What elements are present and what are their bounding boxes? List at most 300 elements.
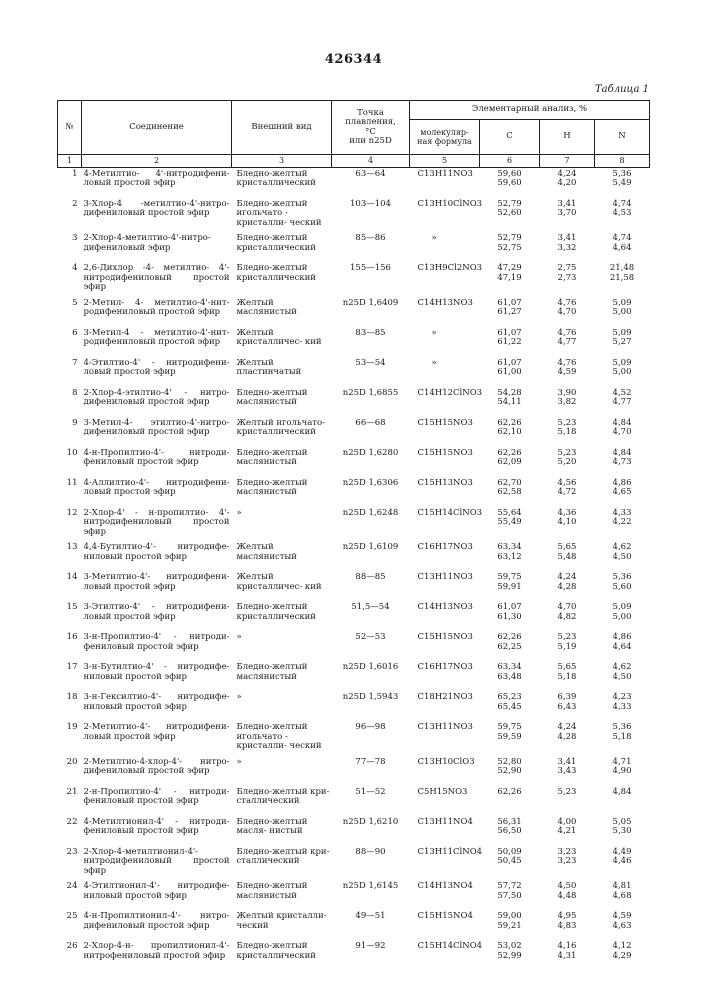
analysis-h-value-2: 4,59 xyxy=(542,368,593,378)
analysis-h-value-2: 3,23 xyxy=(542,857,593,867)
header-formula-line-2: ная формула xyxy=(412,137,477,147)
appearance: Бледно-желтый маслянистый xyxy=(232,477,332,507)
row-number: 2 xyxy=(58,198,82,233)
analysis-h-value-1: 3,90 xyxy=(542,389,593,399)
analysis-c-value-2: 55,49 xyxy=(482,518,538,528)
melting-point-or-index: 155—156 xyxy=(332,262,410,297)
analysis-n xyxy=(595,846,650,881)
analysis-c-value-1: 53,02 xyxy=(482,942,538,952)
appearance: Желтый кристалличес- кий xyxy=(232,571,332,601)
molecular-formula: C15H14ClNO3 xyxy=(410,507,480,542)
analysis-h-value-1: 4,16 xyxy=(542,942,593,952)
analysis-n-value-2: 5,18 xyxy=(597,733,648,743)
melting-point-or-index: n25D 1,6109 xyxy=(332,541,410,571)
analysis-c xyxy=(480,691,540,721)
analysis-h-value-1: 3,41 xyxy=(542,234,593,244)
analysis-h-value-1: 4,24 xyxy=(542,170,593,180)
analysis-c-value-2: 61,00 xyxy=(482,368,538,378)
header-formula-line-1: молекуляр- xyxy=(412,128,477,138)
table-caption: Таблица 1 xyxy=(595,84,649,95)
analysis-h xyxy=(540,661,595,691)
molecular-formula: C14H12ClNO3 xyxy=(410,387,480,417)
analysis-c-value-2: 65,45 xyxy=(482,703,538,713)
compound-name: 2-Хлор-4-метилтио-4'-нитро- дифениловый эфир xyxy=(82,232,232,262)
analysis-c-value-1: 63,34 xyxy=(482,663,538,673)
table-row xyxy=(58,846,650,881)
analysis-n-value-2: 4,68 xyxy=(597,892,648,902)
analysis-h xyxy=(540,477,595,507)
analysis-c-value-1: 52,79 xyxy=(482,200,538,210)
analysis-h xyxy=(540,756,595,786)
compound-name: 3-Метил-4- этилтио-4'-нитро- дифениловый простой эфир xyxy=(82,417,232,447)
analysis-n-value-1: 4,49 xyxy=(597,848,648,858)
table-row xyxy=(58,541,650,571)
analysis-h-value-2: 5,18 xyxy=(542,428,593,438)
table-row xyxy=(58,477,650,507)
compound-name: 2,6-Дихлор -4- метилтио- 4'- нитродифениловый простой эфир xyxy=(82,262,232,297)
molecular-formula: C13H11NO3 xyxy=(410,571,480,601)
melting-point-or-index: 96—98 xyxy=(332,721,410,756)
analysis-n-value-2: 5,00 xyxy=(597,308,648,318)
analysis-n xyxy=(595,691,650,721)
analysis-c xyxy=(480,631,540,661)
compound-name: 4-н-Пропилтио-4'- нитроди- фениловый простой эфир xyxy=(82,447,232,477)
analysis-h xyxy=(540,167,595,198)
analysis-n-value-2: 4,63 xyxy=(597,922,648,932)
analysis-c-value-1: 57,72 xyxy=(482,882,538,892)
analysis-h xyxy=(540,327,595,357)
compound-name: 2-Метил- 4- метилтио-4'-нит- родифениловый простой эфир xyxy=(82,297,232,327)
melting-point-or-index: 83—85 xyxy=(332,327,410,357)
analysis-n xyxy=(595,167,650,198)
analysis-n-value-1: 4,33 xyxy=(597,509,648,519)
analysis-n-value-2: 5,00 xyxy=(597,613,648,623)
analysis-n-value-1: 5,09 xyxy=(597,603,648,613)
analysis-h-value-2: 5,20 xyxy=(542,458,593,468)
analysis-n-value-2: 5,00 xyxy=(597,368,648,378)
analysis-h-value-2: 3,70 xyxy=(542,209,593,219)
analysis-c-value-1: 61,07 xyxy=(482,299,538,309)
patent-number: 426344 xyxy=(0,52,707,67)
analysis-n-value-1: 4,12 xyxy=(597,942,648,952)
molecular-formula: C13H11ClNO4 xyxy=(410,846,480,881)
analysis-h-value-2: 4,31 xyxy=(542,952,593,962)
compound-name: 3-н-Гексилтио-4'- нитродифе- ниловый простой эфир xyxy=(82,691,232,721)
analysis-h xyxy=(540,297,595,327)
analysis-h xyxy=(540,262,595,297)
compound-name: 4-н-Пропилтионил-4'- нитро- дифениловый простой эфир xyxy=(82,910,232,940)
analysis-n xyxy=(595,357,650,387)
header-mp-line-1: Точка плавления, xyxy=(334,109,407,128)
analysis-c xyxy=(480,661,540,691)
analysis-h-value-2: 5,18 xyxy=(542,673,593,683)
table-row xyxy=(58,417,650,447)
table-row xyxy=(58,357,650,387)
appearance: Бледно-желтый маслянистый xyxy=(232,447,332,477)
analysis-c-value-1: 62,26 xyxy=(482,633,538,643)
table-row xyxy=(58,198,650,233)
analysis-n-value-1: 4,86 xyxy=(597,479,648,489)
analysis-h-value-1: 4,70 xyxy=(542,603,593,613)
compound-name: 4-Этилтионил-4'- нитродифе- ниловый простой эфир xyxy=(82,880,232,910)
analysis-c xyxy=(480,417,540,447)
analysis-c-value-1: 61,07 xyxy=(482,359,538,369)
appearance: » xyxy=(232,756,332,786)
molecular-formula: C13H11NO3 xyxy=(410,167,480,198)
compound-name: 4-Метилтио- 4'-нитродифени- ловый простой эфир xyxy=(82,167,232,198)
header-compound: Соединение xyxy=(82,101,232,155)
analysis-n xyxy=(595,571,650,601)
row-number: 22 xyxy=(58,816,82,846)
analysis-n-value-1: 5,36 xyxy=(597,170,648,180)
molecular-formula: C13H10ClNO3 xyxy=(410,198,480,233)
col-number-2: 2 xyxy=(82,155,232,168)
analysis-h-value-1: 4,76 xyxy=(542,329,593,339)
analysis-n-value-1: 5,09 xyxy=(597,359,648,369)
appearance: Бледно-желтый кристаллический xyxy=(232,601,332,631)
table-row xyxy=(58,262,650,297)
molecular-formula: C15H15NO3 xyxy=(410,631,480,661)
compound-name: 2-Метилтио-4-хлор-4'- нитро- дифениловый простой эфир xyxy=(82,756,232,786)
table-row xyxy=(58,940,650,970)
analysis-c-value-1: 62,26 xyxy=(482,449,538,459)
appearance: Желтый маслянистый xyxy=(232,297,332,327)
analysis-c xyxy=(480,232,540,262)
appearance: Бледно-желтый кристаллический xyxy=(232,262,332,297)
analysis-h-value-2: 4,10 xyxy=(542,518,593,528)
melting-point-or-index: n25D 1,6409 xyxy=(332,297,410,327)
analysis-c xyxy=(480,940,540,970)
table-row xyxy=(58,447,650,477)
analysis-n xyxy=(595,297,650,327)
melting-point-or-index: 103—104 xyxy=(332,198,410,233)
analysis-c-value-2: 62,09 xyxy=(482,458,538,468)
analysis-n-value-2: 4,73 xyxy=(597,458,648,468)
appearance: Бледно-желтый кри- сталлический xyxy=(232,846,332,881)
row-number: 3 xyxy=(58,232,82,262)
row-number: 7 xyxy=(58,357,82,387)
header-melting-point xyxy=(332,101,410,155)
analysis-n-value-1: 4,86 xyxy=(597,633,648,643)
analysis-c-value-2: 54,11 xyxy=(482,398,538,408)
analysis-n-value-1: 4,84 xyxy=(597,788,648,798)
analysis-c-value-2: 56,50 xyxy=(482,827,538,837)
analysis-n-value-2: 4,64 xyxy=(597,244,648,254)
analysis-n xyxy=(595,232,650,262)
analysis-c-value-1: 59,75 xyxy=(482,573,538,583)
row-number: 17 xyxy=(58,661,82,691)
table-row xyxy=(58,167,650,198)
analysis-c-value-1: 47,29 xyxy=(482,264,538,274)
analysis-h-value-1: 5,65 xyxy=(542,543,593,553)
analysis-h xyxy=(540,357,595,387)
row-number: 10 xyxy=(58,447,82,477)
col-number-5: 5 xyxy=(410,155,480,168)
molecular-formula: C15H14ClNO4 xyxy=(410,940,480,970)
molecular-formula: C15H15NO3 xyxy=(410,447,480,477)
row-number: 6 xyxy=(58,327,82,357)
analysis-n-value-2: 4,65 xyxy=(597,488,648,498)
analysis-c xyxy=(480,910,540,940)
row-number: 15 xyxy=(58,601,82,631)
melting-point-or-index: n25D 1,6210 xyxy=(332,816,410,846)
analysis-n-value-2: 21,58 xyxy=(597,274,648,284)
col-number-1: 1 xyxy=(58,155,82,168)
appearance: » xyxy=(232,507,332,542)
analysis-h-value-2: 6,43 xyxy=(542,703,593,713)
appearance: Бледно-желтый кри- сталлический xyxy=(232,786,332,816)
analysis-h-value-1: 5,65 xyxy=(542,663,593,673)
analysis-h-value-1: 4,56 xyxy=(542,479,593,489)
analysis-c-value-2: 52,90 xyxy=(482,767,538,777)
appearance: Бледно-желтый маслянистый xyxy=(232,880,332,910)
analysis-n-value-2: 5,30 xyxy=(597,827,648,837)
analysis-h-value-2: 4,77 xyxy=(542,338,593,348)
analysis-h-value-2: 5,48 xyxy=(542,553,593,563)
analysis-h-value-1: 4,00 xyxy=(542,818,593,828)
compound-name: 3-н-Пропилтио-4' - нитроди- фениловый простой эфир xyxy=(82,631,232,661)
compound-name: 3-Метилтио-4'- нитродифени- ловый простой эфир xyxy=(82,571,232,601)
analysis-n xyxy=(595,816,650,846)
analysis-c xyxy=(480,846,540,881)
analysis-n-value-1: 4,84 xyxy=(597,449,648,459)
analysis-c-value-1: 54,28 xyxy=(482,389,538,399)
analysis-n xyxy=(595,327,650,357)
col-number-6: 6 xyxy=(480,155,540,168)
analysis-c xyxy=(480,571,540,601)
analysis-h-value-1: 3,41 xyxy=(542,758,593,768)
appearance: Желтый пластинчатый xyxy=(232,357,332,387)
analysis-h xyxy=(540,541,595,571)
analysis-c-value-1: 52,79 xyxy=(482,234,538,244)
analysis-h xyxy=(540,721,595,756)
melting-point-or-index: 49—51 xyxy=(332,910,410,940)
row-number: 5 xyxy=(58,297,82,327)
analysis-h xyxy=(540,691,595,721)
analysis-h xyxy=(540,447,595,477)
analysis-c xyxy=(480,477,540,507)
compound-name: 2-Метилтио-4'- нитродифени- ловый простой эфир xyxy=(82,721,232,756)
molecular-formula: C14H13NO3 xyxy=(410,297,480,327)
analysis-c xyxy=(480,756,540,786)
analysis-h-value-1: 5,23 xyxy=(542,633,593,643)
melting-point-or-index: n25D 1,6248 xyxy=(332,507,410,542)
melting-point-or-index: 63—64 xyxy=(332,167,410,198)
analysis-h-value-2: 4,48 xyxy=(542,892,593,902)
analysis-c xyxy=(480,447,540,477)
melting-point-or-index: 88—90 xyxy=(332,846,410,881)
analysis-c-value-1: 62,26 xyxy=(482,419,538,429)
row-number: 19 xyxy=(58,721,82,756)
compound-name: 4-Метилтионил-4' - нитроди- фениловый простой эфир xyxy=(82,816,232,846)
analysis-n-value-2: 4,29 xyxy=(597,952,648,962)
analysis-n xyxy=(595,756,650,786)
analysis-n-value-1: 4,71 xyxy=(597,758,648,768)
row-number: 12 xyxy=(58,507,82,542)
analysis-n-value-1: 5,36 xyxy=(597,723,648,733)
analysis-h xyxy=(540,631,595,661)
melting-point-or-index: 88—85 xyxy=(332,571,410,601)
appearance: Бледно-желтый игольчато - кристалли- ческий xyxy=(232,721,332,756)
row-number: 26 xyxy=(58,940,82,970)
row-number: 23 xyxy=(58,846,82,881)
analysis-c xyxy=(480,357,540,387)
analysis-c-value-2: 47,19 xyxy=(482,274,538,284)
compound-name: 2-Хлор-4-этилтио-4' - нитро- дифениловый простой эфир xyxy=(82,387,232,417)
analysis-n-value-1: 5,36 xyxy=(597,573,648,583)
analysis-h-value-2: 2,73 xyxy=(542,274,593,284)
analysis-c xyxy=(480,721,540,756)
col-number-4: 4 xyxy=(332,155,410,168)
analysis-n-value-1: 4,52 xyxy=(597,389,648,399)
row-number: 13 xyxy=(58,541,82,571)
analysis-n xyxy=(595,198,650,233)
analysis-c-value-1: 59,00 xyxy=(482,912,538,922)
col-number-7: 7 xyxy=(540,155,595,168)
analysis-n-value-1: 4,23 xyxy=(597,693,648,703)
table-row xyxy=(58,507,650,542)
compound-name: 3-Хлор-4 -метилтио-4'-нитро- дифениловый простой эфир xyxy=(82,198,232,233)
analysis-n-value-1: 4,84 xyxy=(597,419,648,429)
compound-name: 2-н-Пропилтио-4' - нитроди- фениловый простой эфир xyxy=(82,786,232,816)
analysis-c-value-1: 61,07 xyxy=(482,329,538,339)
appearance: Желтый маслянистый xyxy=(232,541,332,571)
table-row xyxy=(58,661,650,691)
analysis-c-value-2: 50,45 xyxy=(482,857,538,867)
molecular-formula: C13H10ClO3 xyxy=(410,756,480,786)
analysis-n-value-2: 4,50 xyxy=(597,673,648,683)
analysis-n-value-2: 4,50 xyxy=(597,553,648,563)
analysis-c xyxy=(480,198,540,233)
analysis-h-value-2: 4,20 xyxy=(542,179,593,189)
melting-point-or-index: n25D 1,6306 xyxy=(332,477,410,507)
melting-point-or-index: n25D 1,6016 xyxy=(332,661,410,691)
table-row xyxy=(58,756,650,786)
analysis-h-value-2: 3,43 xyxy=(542,767,593,777)
header-mp-line-3: или n25D xyxy=(334,137,407,147)
analysis-c xyxy=(480,262,540,297)
analysis-c-value-2: 59,91 xyxy=(482,583,538,593)
compound-name: 3-н-Бутилтио-4' - нитродифе- ниловый простой эфир xyxy=(82,661,232,691)
analysis-h-value-2: 5,19 xyxy=(542,643,593,653)
analysis-h xyxy=(540,417,595,447)
analysis-c-value-1: 61,07 xyxy=(482,603,538,613)
analysis-c-value-1: 63,34 xyxy=(482,543,538,553)
row-number: 25 xyxy=(58,910,82,940)
analysis-h xyxy=(540,571,595,601)
analysis-c-value-2: 62,25 xyxy=(482,643,538,653)
analysis-c-value-2: 62,58 xyxy=(482,488,538,498)
appearance: Желтый кристалличес- кий xyxy=(232,327,332,357)
analysis-c xyxy=(480,327,540,357)
appearance: Бледно-желтый кристаллический xyxy=(232,167,332,198)
appearance: Бледно-желтый маслянистый xyxy=(232,387,332,417)
table-row xyxy=(58,880,650,910)
header-appearance: Внешний вид xyxy=(232,101,332,155)
table-row xyxy=(58,631,650,661)
row-number: 16 xyxy=(58,631,82,661)
analysis-h-value-1: 4,24 xyxy=(542,723,593,733)
analysis-c-value-2: 59,59 xyxy=(482,733,538,743)
analysis-c-value-2: 61,27 xyxy=(482,308,538,318)
analysis-n xyxy=(595,601,650,631)
analysis-c-value-1: 55,64 xyxy=(482,509,538,519)
header-h: H xyxy=(540,120,595,155)
analysis-h-value-1: 4,95 xyxy=(542,912,593,922)
compound-table xyxy=(57,100,650,970)
header-elemental-analysis: Элементарный анализ, % xyxy=(410,101,650,120)
compound-name: 2-Хлор-4' - н-пропилтио- 4'- нитродифениловый простой эфир xyxy=(82,507,232,542)
compound-name: 2-Хлор-4-н- пропилтионил-4'- нитрофениловый простой эфир xyxy=(82,940,232,970)
molecular-formula: C15H15NO4 xyxy=(410,910,480,940)
compound-name: 3-Метил-4 - метилтио-4'-нит- родифениловый простой эфир xyxy=(82,327,232,357)
analysis-n xyxy=(595,661,650,691)
analysis-c-value-1: 62,26 xyxy=(482,788,538,798)
table-row xyxy=(58,786,650,816)
appearance: Желтый игольчато- кристаллический xyxy=(232,417,332,447)
analysis-h xyxy=(540,198,595,233)
analysis-c xyxy=(480,601,540,631)
row-number: 8 xyxy=(58,387,82,417)
header-mp-line-2: °C xyxy=(334,128,407,138)
col-number-8: 8 xyxy=(595,155,650,168)
analysis-c-value-2: 61,30 xyxy=(482,613,538,623)
analysis-n-value-1: 4,74 xyxy=(597,234,648,244)
analysis-h-value-1: 3,41 xyxy=(542,200,593,210)
table-row xyxy=(58,571,650,601)
row-number: 11 xyxy=(58,477,82,507)
analysis-n-value-1: 5,05 xyxy=(597,818,648,828)
table-row xyxy=(58,910,650,940)
molecular-formula: C16H17NO3 xyxy=(410,541,480,571)
table-row xyxy=(58,816,650,846)
analysis-h-value-2: 4,70 xyxy=(542,308,593,318)
analysis-n xyxy=(595,880,650,910)
analysis-c-value-1: 65,23 xyxy=(482,693,538,703)
analysis-h xyxy=(540,846,595,881)
melting-point-or-index: n25D 1,6855 xyxy=(332,387,410,417)
molecular-formula: C16H17NO3 xyxy=(410,661,480,691)
analysis-h-value-2: 3,82 xyxy=(542,398,593,408)
appearance: » xyxy=(232,691,332,721)
analysis-c-value-1: 59,75 xyxy=(482,723,538,733)
analysis-h xyxy=(540,601,595,631)
appearance: Бледно-желтый игольчато - кристалли- ческий xyxy=(232,198,332,233)
analysis-n xyxy=(595,910,650,940)
analysis-c-value-1: 50,09 xyxy=(482,848,538,858)
analysis-c-value-2: 59,21 xyxy=(482,922,538,932)
analysis-c-value-2: 63,12 xyxy=(482,553,538,563)
analysis-n-value-2: 4,90 xyxy=(597,767,648,777)
analysis-h-value-1: 5,23 xyxy=(542,449,593,459)
appearance: Желтый кристалли- ческий xyxy=(232,910,332,940)
analysis-h-value-2: 4,28 xyxy=(542,583,593,593)
table-row xyxy=(58,691,650,721)
header-c: C xyxy=(480,120,540,155)
appearance: Бледно-желтый маслянистый xyxy=(232,661,332,691)
row-number: 24 xyxy=(58,880,82,910)
analysis-n xyxy=(595,631,650,661)
analysis-n-value-2: 4,33 xyxy=(597,703,648,713)
appearance: Бледно-желтый кристаллический xyxy=(232,232,332,262)
row-number: 21 xyxy=(58,786,82,816)
row-number: 20 xyxy=(58,756,82,786)
analysis-n-value-1: 4,81 xyxy=(597,882,648,892)
molecular-formula: C5H15NO3 xyxy=(410,786,480,816)
melting-point-or-index: 85—86 xyxy=(332,232,410,262)
analysis-h-value-1: 4,76 xyxy=(542,359,593,369)
compound-name: 3-Этилтио-4' - нитродифени- ловый простой эфир xyxy=(82,601,232,631)
